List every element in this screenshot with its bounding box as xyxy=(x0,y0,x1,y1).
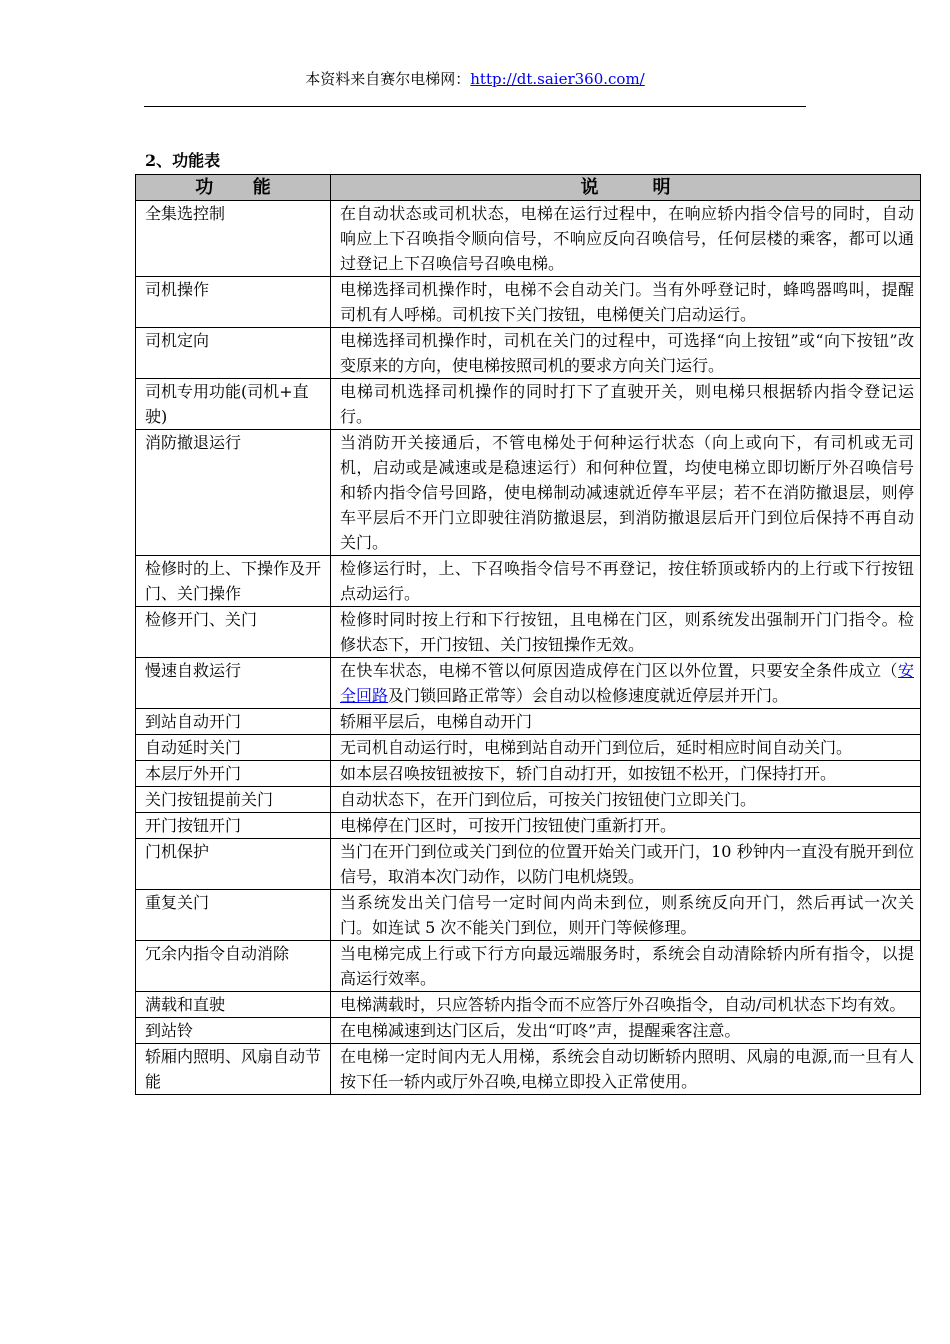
function-name: 到站铃 xyxy=(136,1018,331,1044)
function-name: 关门按钮提前关门 xyxy=(136,787,331,813)
table-row xyxy=(136,379,921,430)
function-description: 电梯停在门区时，可按开门按钮使门重新打开。 xyxy=(331,813,921,839)
column-header-description: 说 明 xyxy=(331,175,921,201)
function-name: 自动延时关门 xyxy=(136,735,331,761)
function-name: 检修开门、关门 xyxy=(136,607,331,658)
function-name: 司机操作 xyxy=(136,277,331,328)
table-row xyxy=(136,761,921,787)
function-name: 冗余内指令自动消除 xyxy=(136,941,331,992)
column-header-function: 功 能 xyxy=(136,175,331,201)
table-header-row xyxy=(136,175,921,201)
table-row xyxy=(136,941,921,992)
table-row xyxy=(136,328,921,379)
table-row xyxy=(136,658,921,709)
function-description: 当消防开关接通后，不管电梯处于何种运行状态（向上或向下，有司机或无司机，启动或是减速或是稳速运行）和何种位置，均使电梯立即切断厅外召唤信号和轿内指令信号回路，使电梯制动减速就近停车平层；若不在消防撤退层，则停车平层后不开门立即驶往消防撤退层，到消防撤退层后开门到位后保持不再自动关门。 xyxy=(331,430,921,556)
table-row xyxy=(136,1044,921,1095)
function-name: 轿厢内照明、风扇自动节能 xyxy=(136,1044,331,1095)
function-name: 全集选控制 xyxy=(136,201,331,277)
function-description: 轿厢平层后，电梯自动开门 xyxy=(331,709,921,735)
function-description: 检修时同时按上行和下行按钮，且电梯在门区，则系统发出强制开门门指令。检修状态下，开门按钮、关门按钮操作无效。 xyxy=(331,607,921,658)
table-row xyxy=(136,709,921,735)
header-link[interactable]: http://dt.saier360.com/ xyxy=(470,70,645,88)
function-description: 电梯司机选择司机操作的同时打下了直驶开关，则电梯只根据轿内指令登记运行。 xyxy=(331,379,921,430)
function-name: 消防撤退运行 xyxy=(136,430,331,556)
function-name: 司机专用功能(司机+直驶) xyxy=(136,379,331,430)
function-table xyxy=(135,174,921,1095)
function-name: 检修时的上、下操作及开门、关门操作 xyxy=(136,556,331,607)
function-description: 如本层召唤按钮被按下，轿门自动打开，如按钮不松开，门保持打开。 xyxy=(331,761,921,787)
function-description: 在电梯减速到达门区后，发出“叮咚”声，提醒乘客注意。 xyxy=(331,1018,921,1044)
table-row xyxy=(136,992,921,1018)
function-description: 在快车状态，电梯不管以何原因造成停在门区以外位置，只要安全条件成立（安全回路及门锁回路正常等）会自动以检修速度就近停层并开门。 xyxy=(331,658,921,709)
function-name: 慢速自救运行 xyxy=(136,658,331,709)
table-row xyxy=(136,813,921,839)
function-description: 在电梯一定时间内无人用梯，系统会自动切断轿内照明、风扇的电源,而一旦有人按下任一轿内或厅外召唤,电梯立即投入正常使用。 xyxy=(331,1044,921,1095)
function-description: 在自动状态或司机状态，电梯在运行过程中，在响应轿内指令信号的同时，自动响应上下召唤指令顺向信号，不响应反向召唤信号，任何层楼的乘客，都可以通过登记上下召唤信号召唤电梯。 xyxy=(331,201,921,277)
table-row xyxy=(136,890,921,941)
table-row xyxy=(136,839,921,890)
function-description: 当系统发出关门信号一定时间内尚未到位，则系统反向开门，然后再试一次关门。如连试 5 次不能关门到位，则开门等候修理。 xyxy=(331,890,921,941)
table-row xyxy=(136,277,921,328)
table-row xyxy=(136,607,921,658)
function-description: 电梯选择司机操作时，电梯不会自动关门。当有外呼登记时，蜂鸣器鸣叫，提醒司机有人呼梯。司机按下关门按钮，电梯便关门启动运行。 xyxy=(331,277,921,328)
function-description: 自动状态下，在开门到位后，可按关门按钮使门立即关门。 xyxy=(331,787,921,813)
table-row xyxy=(136,787,921,813)
table-row xyxy=(136,735,921,761)
safety-circuit-link[interactable]: 安全回路 xyxy=(340,661,914,705)
function-name: 开门按钮开门 xyxy=(136,813,331,839)
header-divider xyxy=(144,106,806,107)
header-prefix: 本资料来自赛尔电梯网： xyxy=(305,70,471,88)
function-name: 门机保护 xyxy=(136,839,331,890)
function-name: 重复关门 xyxy=(136,890,331,941)
function-name: 本层厅外开门 xyxy=(136,761,331,787)
table-row xyxy=(136,556,921,607)
page-header xyxy=(0,68,950,90)
function-name: 到站自动开门 xyxy=(136,709,331,735)
function-description: 电梯选择司机操作时，司机在关门的过程中，可选择“向上按钮”或“向下按钮”改变原来的方向，使电梯按照司机的要求方向关门运行。 xyxy=(331,328,921,379)
table-row xyxy=(136,1018,921,1044)
function-name: 司机定向 xyxy=(136,328,331,379)
function-description: 无司机自动运行时，电梯到站自动开门到位后，延时相应时间自动关门。 xyxy=(331,735,921,761)
table-row xyxy=(136,201,921,277)
function-description: 电梯满载时，只应答轿内指令而不应答厅外召唤指令，自动/司机状态下均有效。 xyxy=(331,992,921,1018)
function-description: 当电梯完成上行或下行方向最远端服务时，系统会自动清除轿内所有指令，以提高运行效率。 xyxy=(331,941,921,992)
function-description: 检修运行时，上、下召唤指令信号不再登记，按住轿顶或轿内的上行或下行按钮点动运行。 xyxy=(331,556,921,607)
section-title: 2、功能表 xyxy=(145,151,221,170)
function-name: 满载和直驶 xyxy=(136,992,331,1018)
table-row xyxy=(136,430,921,556)
function-description: 当门在开门到位或关门到位的位置开始关门或开门，10 秒钟内一直没有脱开到位信号，取消本次门动作，以防门电机烧毁。 xyxy=(331,839,921,890)
